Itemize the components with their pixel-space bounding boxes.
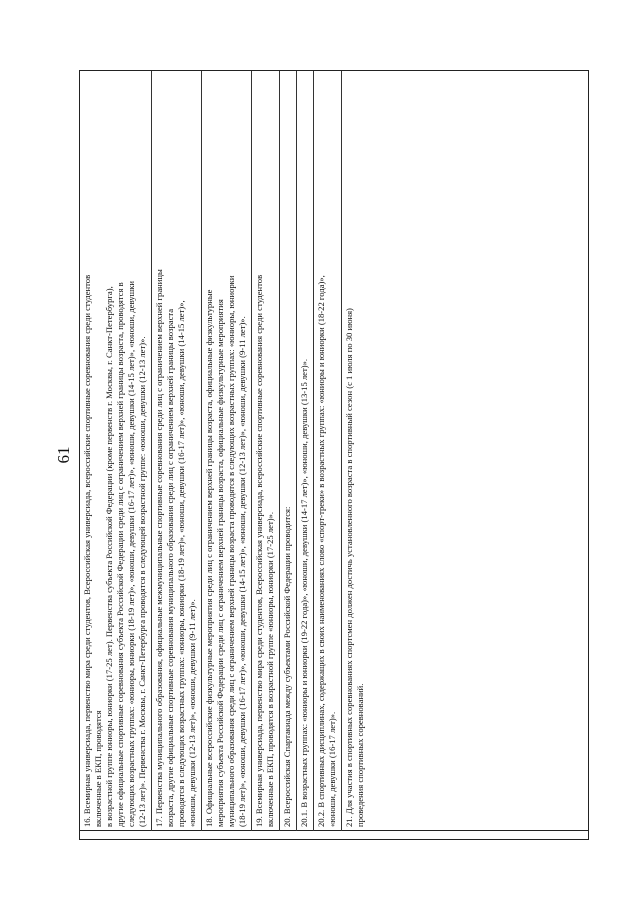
row-line: «юноши, девушки (16-17 лет)». — [327, 711, 337, 827]
row-line: в возрастной группе юниоры, юниорки (17-25 лет). Первенства субъекта Российской Федерации (кроме первенств г. Москвы, г. Санкт-Петербурга), — [104, 286, 114, 827]
table-row-16 — [80, 71, 152, 831]
table-row-20-2 — [314, 71, 342, 831]
rotated-content — [51, 70, 591, 840]
page-number: 61 — [54, 446, 73, 464]
row-line: проводятся в следующих возрастных группах: «юниоры, юниорки (18-19 лет)», «юноши, девушки (16-17 лет)», «юноши, девушки (14-15 лет)», — [176, 300, 186, 827]
row-line: (12-13 лет)». Первенства г. Москвы, г. Санкт-Петербурга проводятся в следующей возрастной группе: «юноши, девушки (12-13 лет)». — [137, 336, 147, 827]
row-line: (18-19 лет)», «юноши, девушки (16-17 лет)», «юноши, девушки (14-15 лет)», «юноши, девушки (12-13 лет)», «юноши, девушки (9-11 лет)». — [237, 316, 247, 827]
table-row-20-1 — [297, 71, 314, 831]
row-line: 18. Официальные всероссийские физкультурные мероприятия среди лиц с ограничением верхней границы возраста, официальные физкультурные — [204, 289, 214, 827]
row-line: мероприятия субъекта Российской Федерации среди лиц с ограничением верхней границы возраста, официальные физкультурные мероприятия — [215, 299, 225, 827]
row-line: 21. Для участия в спортивных соревнованиях спортсмен должен достичь установленного возраста в спортивный сезон (с 1 июля по 30 июня) — [344, 308, 354, 827]
table-row-18 — [202, 71, 252, 831]
row-line: возраста, другие официальные спортивные соревнования муниципального образования среди лиц с ограничением верхней границы возраста — [165, 308, 175, 827]
rules-table — [79, 70, 589, 840]
row-line: следующих возрастных группах: «юниоры, юниорки (18-19 лет)», «юноши, девушки (16-17 лет)», «юноши, девушки (14-15 лет)», «юноши, девушки — [126, 280, 136, 827]
table-row-19 — [252, 71, 280, 831]
row-line: «юноши, девушки (12-13 лет)», «юноши, девушки (9-11 лет)». — [187, 599, 197, 827]
row-line: 20.2. В спортивных дисциплинах, содержащих в своих наименованиях слово «спорт-треки» в возрастных группах: «юниоры и юниорки (18-22 года)», — [316, 275, 326, 827]
row-line: включенные в ЕКП, проводятся — [93, 710, 103, 827]
row-line: 17. Первенства муниципального образования, официальные межмуниципальные спортивные соревнования среди лиц с ограничением верхней границы — [154, 269, 164, 827]
row-line: муниципального образования среди лиц с ограничением верхней границы возраста проводятся в следующих возрастных группах: «юниоры, юниорки — [226, 275, 236, 827]
table-row-21 — [342, 71, 369, 831]
row-line: другие официальные спортивные соревнования субъекта Российской Федерации среди лиц с ограничением верхней границы возраста, проводятся в — [115, 282, 125, 827]
row-line: 16. Всемирная универсиада, первенство мира среди студентов, Всероссийская универсиада, всероссийские спортивные соревнования среди студентов — [82, 274, 92, 827]
table-left-column — [80, 830, 588, 839]
table-row-17 — [152, 71, 202, 831]
row-line: 20. Всероссийская Спартакиада между субъектами Российской Федерации проводится: — [282, 506, 292, 827]
row-line: 20.1. В возрастных группах: «юниоры и юниорки (19-22 года)», «юноши, девушки (14-17 лет)», «юноши, девушки (13-15 лет)». — [299, 358, 309, 827]
row-line: включенные в ЕКП, проводятся в возрастной группе «юниоры, юниорки (17-25 лет)». — [265, 511, 275, 827]
row-line: 19. Всемирная универсиада, первенство мира среди студентов, Всероссийская универсиада, всероссийские спортивные соревнования среди студентов — [254, 274, 264, 827]
table-rows — [80, 71, 588, 831]
table-row-20 — [280, 71, 297, 831]
row-line: проведения спортивных соревнований. — [355, 683, 365, 827]
